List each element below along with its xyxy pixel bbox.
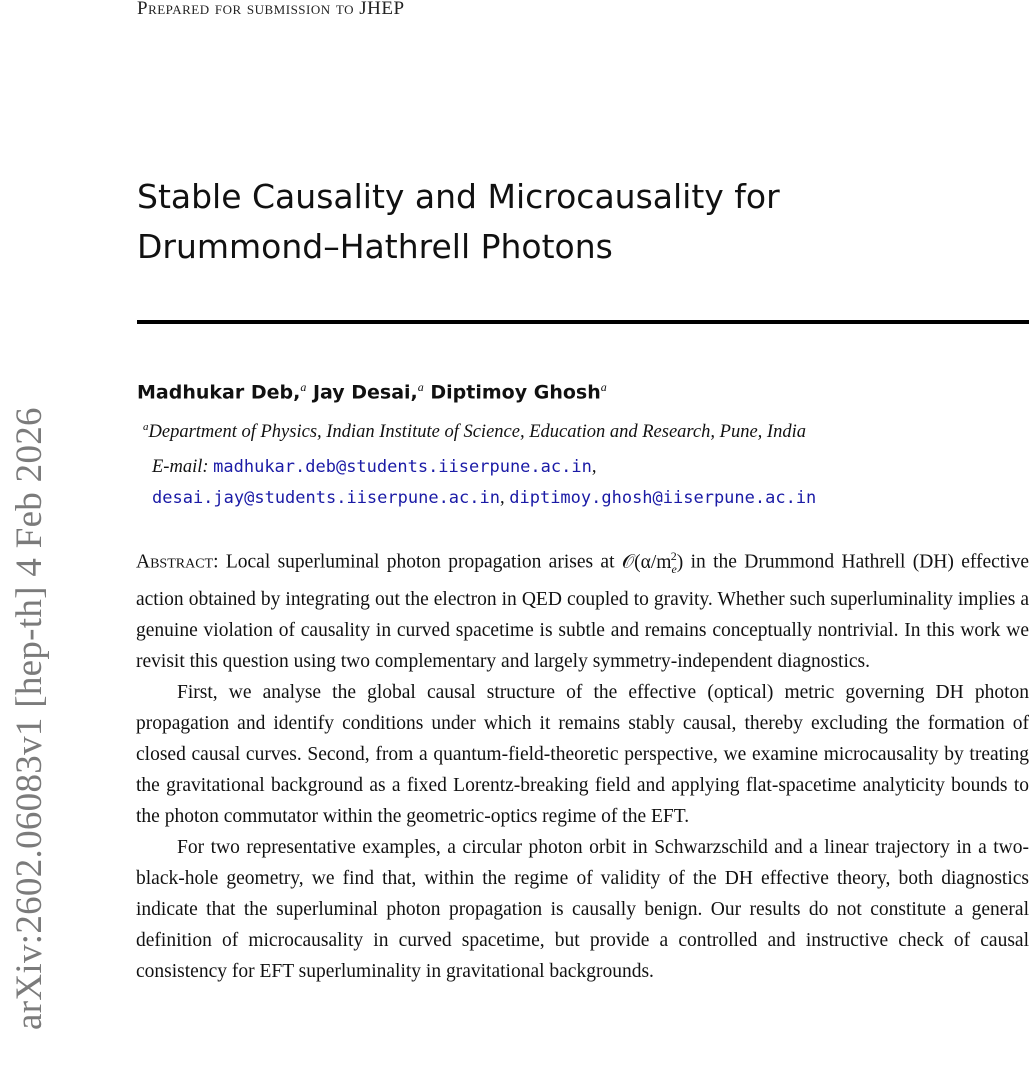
abstract-paragraph-2: First, we analyse the global causal structure of the effective (optical) metric governing DH photon propagation and identify conditions under which it remains stably causal, thereby excluding the formation of closed causal curves. Second, from a quantum-field-theoretic perspective, we examine microcausality by treating the gravitational background as a fixed Lorentz-breaking field and applying flat-spacetime analyticity bounds to the photon commutator within the geometric-optics regime of the EFT. [136, 682, 1029, 828]
abstract [136, 541, 1029, 987]
paper-title [137, 172, 1017, 272]
title-divider [137, 320, 1029, 324]
author-affil-mark: a [417, 380, 424, 394]
author-list [137, 380, 607, 403]
journal-header: Prepared for submission to JHEP [137, 0, 405, 19]
affiliation-mark: a [143, 421, 149, 433]
author-name: Diptimoy Ghosh [430, 381, 601, 404]
email-link-ghosh[interactable]: diptimoy.ghosh@iiserpune.ac.in [509, 488, 817, 508]
author-name: Jay Desai, [312, 381, 418, 404]
author-affil-mark: a [600, 380, 607, 394]
abstract-math: $𝒪(\alpha/m_e^2)$ [621, 549, 684, 576]
affiliation-text: Department of Physics, Indian Institute of Science, Education and Research, Pune, India [148, 422, 806, 443]
abstract-paragraph-1 [136, 541, 1029, 677]
abstract-paragraph-3: For two representative examples, a circular photon orbit in Schwarzschild and a linear trajectory in a two-black-hole geometry, we find that, within the regime of validity of the DH effective theory, both diagnostics indicate that the superluminal photon propagation is causally benign. Our results do not constitute a general definition of microcausality in curved spacetime, but provide a controlled and instructive check of causal consistency for EFT superluminality in gravitational backgrounds. [136, 837, 1029, 983]
email-block: E-mail: madhukar.deb@students.iiserpune.ac.in, desai.jay@students.iiserpune.ac.in, diptimoy.ghosh@iiserpune.ac.in [152, 457, 817, 508]
email-link-deb[interactable]: madhukar.deb@students.iiserpune.ac.in [213, 457, 592, 477]
affiliation [143, 421, 806, 443]
abstract-heading: Abstract: [136, 551, 219, 573]
author-affil-mark: a [300, 380, 307, 394]
abstract-text: in the Drummond Hathrell (DH) effective action obtained by integrating out the electron in QED coupled to gravity. Whether such superluminality implies a genuine violation of causality in curved spacetime is subtle and remains conceptually nontrivial. In this work we revisit this question using two complementary and largely symmetry-independent diagnostics. [136, 551, 1029, 673]
arxiv-identifier-stamp: arXiv:2602.06083v1 [hep-th] 4 Feb 2026 [9, 407, 50, 1030]
email-link-desai[interactable]: desai.jay@students.iiserpune.ac.in [152, 488, 500, 508]
title-line-2: Drummond–Hathrell Photons [137, 227, 613, 266]
email-label: E-mail: [152, 457, 209, 477]
abstract-text: Local superluminal photon propagation arises at [225, 551, 615, 573]
title-line-1: Stable Causality and Microcausality for [137, 177, 780, 216]
author-name: Madhukar Deb, [137, 381, 301, 404]
